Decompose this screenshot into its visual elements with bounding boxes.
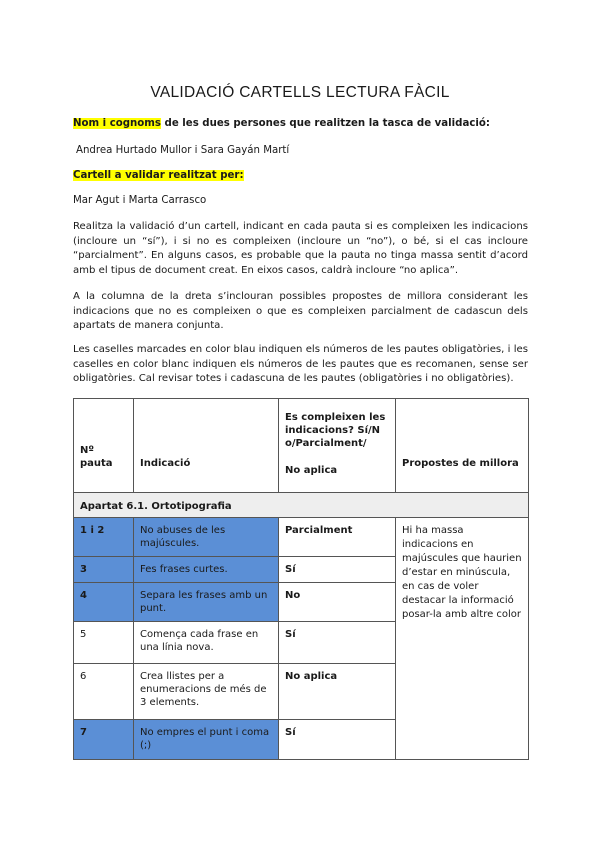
row-num: 4 xyxy=(74,583,134,622)
row-num: 1 i 2 xyxy=(74,518,134,557)
author-label xyxy=(73,170,244,181)
row-value: Sí xyxy=(279,622,396,664)
names-label-highlight: Nom i cognoms xyxy=(73,118,161,129)
section-title: Apartat 6.1. Ortotipografia xyxy=(74,493,529,518)
paragraph-instructions: Realitza la validació d’un cartell, indicant en cada pauta si es compleixen les indicacions (incloure un “sí”), i si no es compleixen (incloure un “no”), o bé, si el cas incloure “parcialment”. En alguns casos, es probable que la pauta no tinga massa sentit d’acord amb el tipus de document creat. En eixos casos, caldrà incloure “no aplica”. xyxy=(73,221,528,276)
row-indicacio: No abuses de les majúscules. xyxy=(134,518,279,557)
section-row xyxy=(74,493,529,518)
row-num: 5 xyxy=(74,622,134,664)
names-label-rest: de les dues persones que realitzen la tasca de validació: xyxy=(161,118,490,129)
row-num: 3 xyxy=(74,557,134,583)
table-row xyxy=(74,518,529,557)
row-indicacio: Comença cada frase en una línia nova. xyxy=(134,622,279,664)
header-indicacio: Indicació xyxy=(134,399,279,493)
row-indicacio: Separa les frases amb un punt. xyxy=(134,583,279,622)
row-num: 6 xyxy=(74,664,134,720)
header-propostes: Propostes de millora xyxy=(396,399,529,493)
paragraph-colors: Les caselles marcades en color blau indiquen els números de les pautes obligatòries, i les caselles en color blanc indiquen els números de les pautes que es recomanen, sense ser obligatòries. Cal revisar totes i cadascuna de les pautes (obligatòries i no obligatòries). xyxy=(73,344,528,385)
row-value: Parcialment xyxy=(279,518,396,557)
header-compleixen: Es compleixen les indicacions? Sí/No/Parcialment/ No aplica xyxy=(279,399,396,493)
row-num: 7 xyxy=(74,720,134,760)
table-header-row xyxy=(74,399,529,493)
row-indicacio: No empres el punt i coma (;) xyxy=(134,720,279,760)
row-indicacio: Crea llistes per a enumeracions de més de 3 elements. xyxy=(134,664,279,720)
row-value: Sí xyxy=(279,720,396,760)
row-proposal: Hi ha massa indicacions en majúscules que haurien d’estar en minúscula, en cas de voler destacar la informació posar-la amb altre color xyxy=(396,518,529,760)
names-value: Andrea Hurtado Mullor i Sara Gayán Martí xyxy=(76,145,290,156)
names-label xyxy=(73,118,490,129)
author-value: Mar Agut i Marta Carrasco xyxy=(73,195,207,206)
validation-table xyxy=(73,398,529,760)
row-value: Sí xyxy=(279,557,396,583)
paragraph-proposals: A la columna de la dreta s’inclouran possibles propostes de millora considerant les indicacions que no es compleixen o que es compleixen parcialment de cadascun dels apartats de manera conjunta. xyxy=(73,291,528,332)
author-label-highlight: Cartell a validar realitzat per: xyxy=(73,170,244,181)
header-num: Nº pauta xyxy=(74,399,134,493)
page-title: VALIDACIÓ CARTELLS LECTURA FÀCIL xyxy=(150,84,450,101)
row-value: No xyxy=(279,583,396,622)
row-indicacio: Fes frases curtes. xyxy=(134,557,279,583)
row-value: No aplica xyxy=(279,664,396,720)
